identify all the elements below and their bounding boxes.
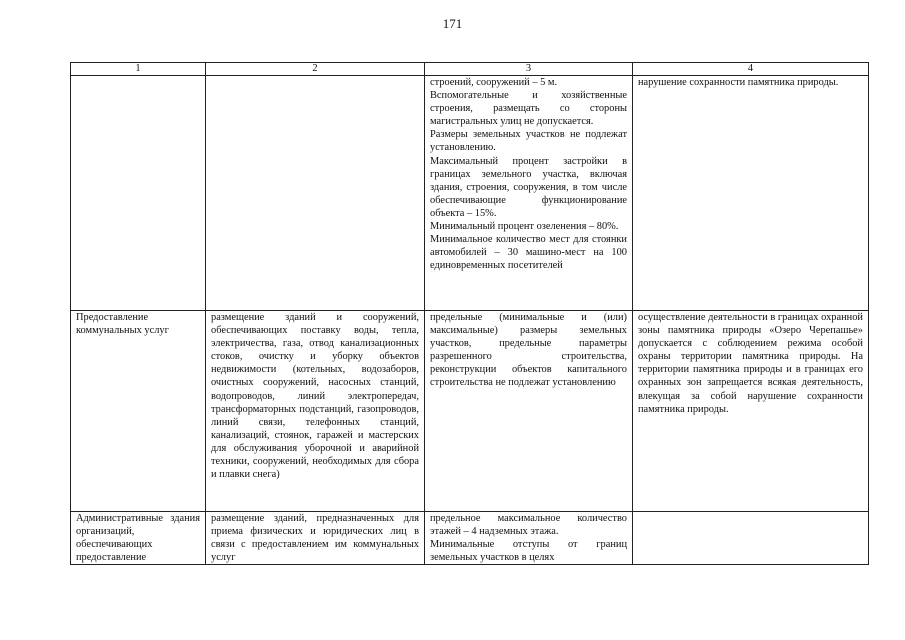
column-header-1: 1 <box>71 63 206 76</box>
table-header-row <box>71 63 869 76</box>
paragraph: Минимальные отступы от границ земельных участков в целях <box>430 539 627 564</box>
paragraph: предельные (минимальные и (или) максимальные) размеры земельных участков, предельные параметры разрешенного строительства, реконструкции объектов капитального строительства не подлежат установлению <box>430 312 627 389</box>
row1-col4: нарушение сохранности памятника природы. <box>633 76 869 311</box>
table-row <box>71 512 869 565</box>
row1-col2 <box>206 76 425 311</box>
row1-col1 <box>71 76 206 311</box>
paragraph: Вспомогательные и хозяйственные строения, размещать со стороны магистральных улиц не допускается. <box>430 90 627 128</box>
paragraph: Минимальный процент озеленения – 80%. <box>430 221 619 233</box>
document-table <box>70 62 869 565</box>
paragraph: Максимальный процент застройки в границах земельного участка, включая здания, строения, сооружения, в том числе обеспечивающие функционирование объекта – 15%. <box>430 155 627 219</box>
row3-col2: размещение зданий, предназначенных для приема физических и юридических лиц в связи с предоставлением им коммунальных услуг <box>206 512 425 565</box>
row3-col4 <box>633 512 869 565</box>
column-header-4: 4 <box>633 63 869 76</box>
paragraph: предельное максимальное количество этажей – 4 надземных этажа. <box>430 513 627 538</box>
paragraph: строений, сооружений – 5 м. <box>430 77 558 88</box>
page-number: 171 <box>442 16 463 31</box>
row2-col4: осуществление деятельности в границах охранной зоны памятника природы «Озеро Черепашье» допускается с соблюдением режима особой охраны территории памятника природы. На территории памятника природы и в границах его охранных зон запрещается всякая деятельность, влекущая за собой нарушение сохранности памятника природы. <box>633 311 869 512</box>
row1-col3 <box>425 76 633 311</box>
row2-col3 <box>425 311 633 512</box>
row3-col3 <box>425 512 633 565</box>
row2-col2: размещение зданий и сооружений, обеспечивающих поставку воды, тепла, электричества, газа, отвод канализационных стоков, очистку и уборку объектов недвижимости (котельных, водозаборов, очистных сооружений, насосных станций, водопроводов, линий электропередач, трансформаторных подстанций, газопроводов, линий связи, телефонных станций, канализаций, стоянок, гаражей и мастерских для обслуживания уборочной и аварийной техники, сооружений, необходимых для сбора и плавки снега) <box>206 311 425 512</box>
table-row <box>71 311 869 512</box>
row3-col1: Административные здания организаций, обеспечивающих предоставление <box>71 512 206 565</box>
row2-col1: Предоставление коммунальных услуг <box>71 311 206 512</box>
column-header-3: 3 <box>425 63 633 76</box>
paragraph: Размеры земельных участков не подлежат установлению. <box>430 129 627 154</box>
paragraph: Минимальное количество мест для стоянки автомобилей – 30 машино-мест на 100 единовременных посетителей <box>430 234 627 272</box>
column-header-2: 2 <box>206 63 425 76</box>
table-row <box>71 76 869 311</box>
